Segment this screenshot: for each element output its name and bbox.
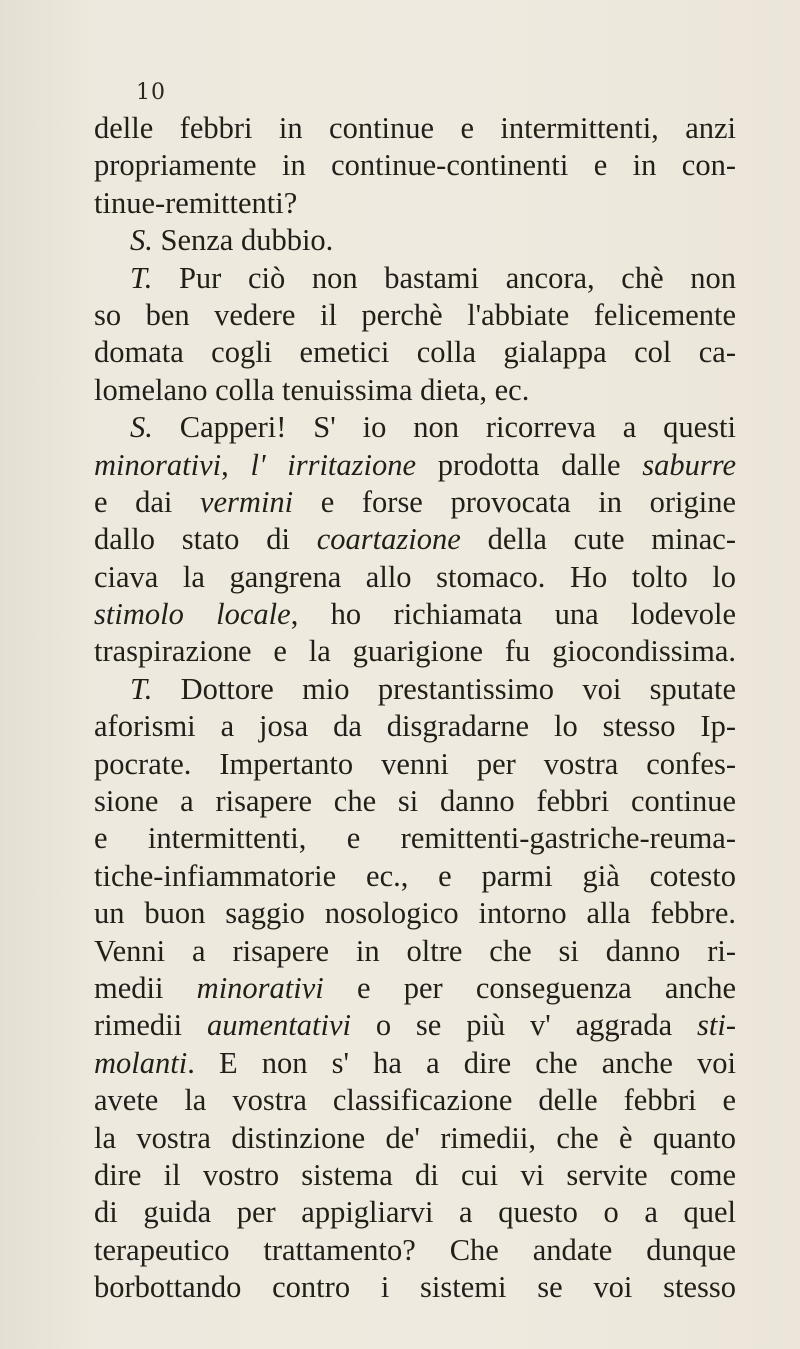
text-line — [94, 783, 736, 820]
text-line — [94, 222, 736, 259]
italic-text: S. — [130, 223, 153, 258]
text-line — [94, 447, 736, 484]
text-segment: tiche-infiammatorie ec., e parmi già cotesto — [94, 858, 736, 893]
italic-text: T. — [130, 671, 153, 706]
text-segment: avete la vostra classificazione delle febbri e — [94, 1083, 736, 1118]
text-line — [94, 1269, 736, 1306]
text-segment: Venni a risapere in oltre che si danno ri- — [94, 933, 736, 968]
italic-text: l' irritazione — [250, 447, 417, 482]
italic-text: S. — [130, 410, 153, 445]
text-line — [94, 1194, 736, 1231]
text-segment: medii — [94, 970, 197, 1005]
text-line — [94, 297, 736, 334]
text-line — [94, 746, 736, 783]
text-segment: lomelano colla tenuissima dieta, ec. — [94, 372, 530, 407]
text-line — [94, 372, 736, 409]
text-segment: borbottando contro i sistemi se voi stesso — [94, 1270, 736, 1305]
text-line — [94, 671, 736, 708]
text-segment: propriamente in continue-continenti e in con- — [94, 148, 736, 183]
text-line — [94, 1045, 736, 1082]
text-segment: ciava la gangrena allo stomaco. Ho tolto lo — [94, 559, 736, 594]
italic-text: minorativi — [196, 970, 324, 1005]
text-segment: Capperi! S' io non ricorreva a questi — [152, 410, 736, 445]
text-line — [94, 933, 736, 970]
text-line — [94, 708, 736, 745]
text-segment: traspirazione e la guarigione fu giocondissima. — [94, 634, 736, 669]
text-segment: sione a risapere che si danno febbri continue — [94, 784, 736, 819]
text-line — [94, 559, 736, 596]
text-segment: , ho richiamata una lodevole — [290, 597, 737, 632]
text-line — [94, 596, 736, 633]
text-line — [94, 147, 736, 184]
text-line — [94, 895, 736, 932]
text-segment: e per conseguenza anche — [323, 970, 736, 1005]
text-line — [94, 334, 736, 371]
text-segment: delle febbri in continue e intermittenti, anzi — [94, 111, 736, 145]
text-segment: o se più v' aggrada — [350, 1008, 698, 1043]
italic-text: minorativi — [94, 447, 222, 482]
italic-text: vermini — [199, 484, 294, 519]
italic-text: sti- — [697, 1008, 736, 1043]
text-segment: Senza dubbio. — [152, 223, 334, 258]
text-segment: , — [221, 447, 251, 482]
text-line — [94, 858, 736, 895]
text-line — [94, 1082, 736, 1119]
text-segment: tinue-remittenti? — [94, 185, 298, 220]
text-line — [94, 260, 736, 297]
text-segment: Pur ciò non bastami ancora, chè non — [152, 260, 736, 295]
text-segment: domata cogli emetici colla gialappa col ca- — [94, 335, 736, 370]
text-line — [94, 820, 736, 857]
text-line — [94, 633, 736, 670]
text-segment: Dottore mio prestantissimo voi sputate — [152, 671, 736, 706]
text-line — [94, 1232, 736, 1269]
italic-text: stimolo locale — [94, 597, 291, 632]
italic-text: molanti — [94, 1045, 188, 1080]
text-line — [94, 110, 736, 147]
text-line — [94, 484, 736, 521]
text-segment: e forse provocata in origine — [293, 484, 736, 519]
text-segment: la vostra distinzione de' rimedii, che è quanto — [94, 1120, 736, 1155]
text-segment: so ben vedere il perchè l'abbiate felicemente — [94, 297, 736, 332]
text-line — [94, 521, 736, 558]
text-segment: un buon saggio nosologico intorno alla febbre. — [94, 896, 736, 931]
italic-text: T. — [130, 260, 153, 295]
text-segment: di guida per appigliarvi a questo o a quel — [94, 1195, 736, 1230]
italic-text: aumentativi — [206, 1008, 351, 1043]
text-line — [94, 1007, 736, 1044]
text-segment: terapeutico trattamento? Che andate dunque — [94, 1232, 736, 1267]
text-line — [94, 970, 736, 1007]
text-line — [94, 1157, 736, 1194]
italic-text: coartazione — [316, 522, 461, 557]
text-segment: aforismi a josa da disgradarne lo stesso Ip- — [94, 709, 736, 744]
text-segment: rimedii — [94, 1008, 207, 1043]
page-number: 10 — [136, 80, 166, 105]
text-line — [94, 1120, 736, 1157]
text-segment: e intermittenti, e remittenti-gastriche-reuma- — [94, 821, 736, 856]
text-line — [94, 185, 736, 222]
text-segment: della cute minac- — [460, 522, 736, 557]
italic-text: saburre — [642, 447, 737, 482]
text-segment: dire il vostro sistema di cui vi servite come — [94, 1157, 736, 1192]
text-line — [94, 409, 736, 446]
text-segment: e dai — [94, 484, 200, 519]
text-segment: pocrate. Impertanto venni per vostra confes- — [94, 746, 736, 781]
body-text — [94, 110, 736, 1307]
text-segment: prodotta dalle — [416, 447, 643, 482]
text-segment: . E non s' ha a dire che anche voi — [187, 1045, 736, 1080]
text-segment: dallo stato di — [94, 522, 317, 557]
